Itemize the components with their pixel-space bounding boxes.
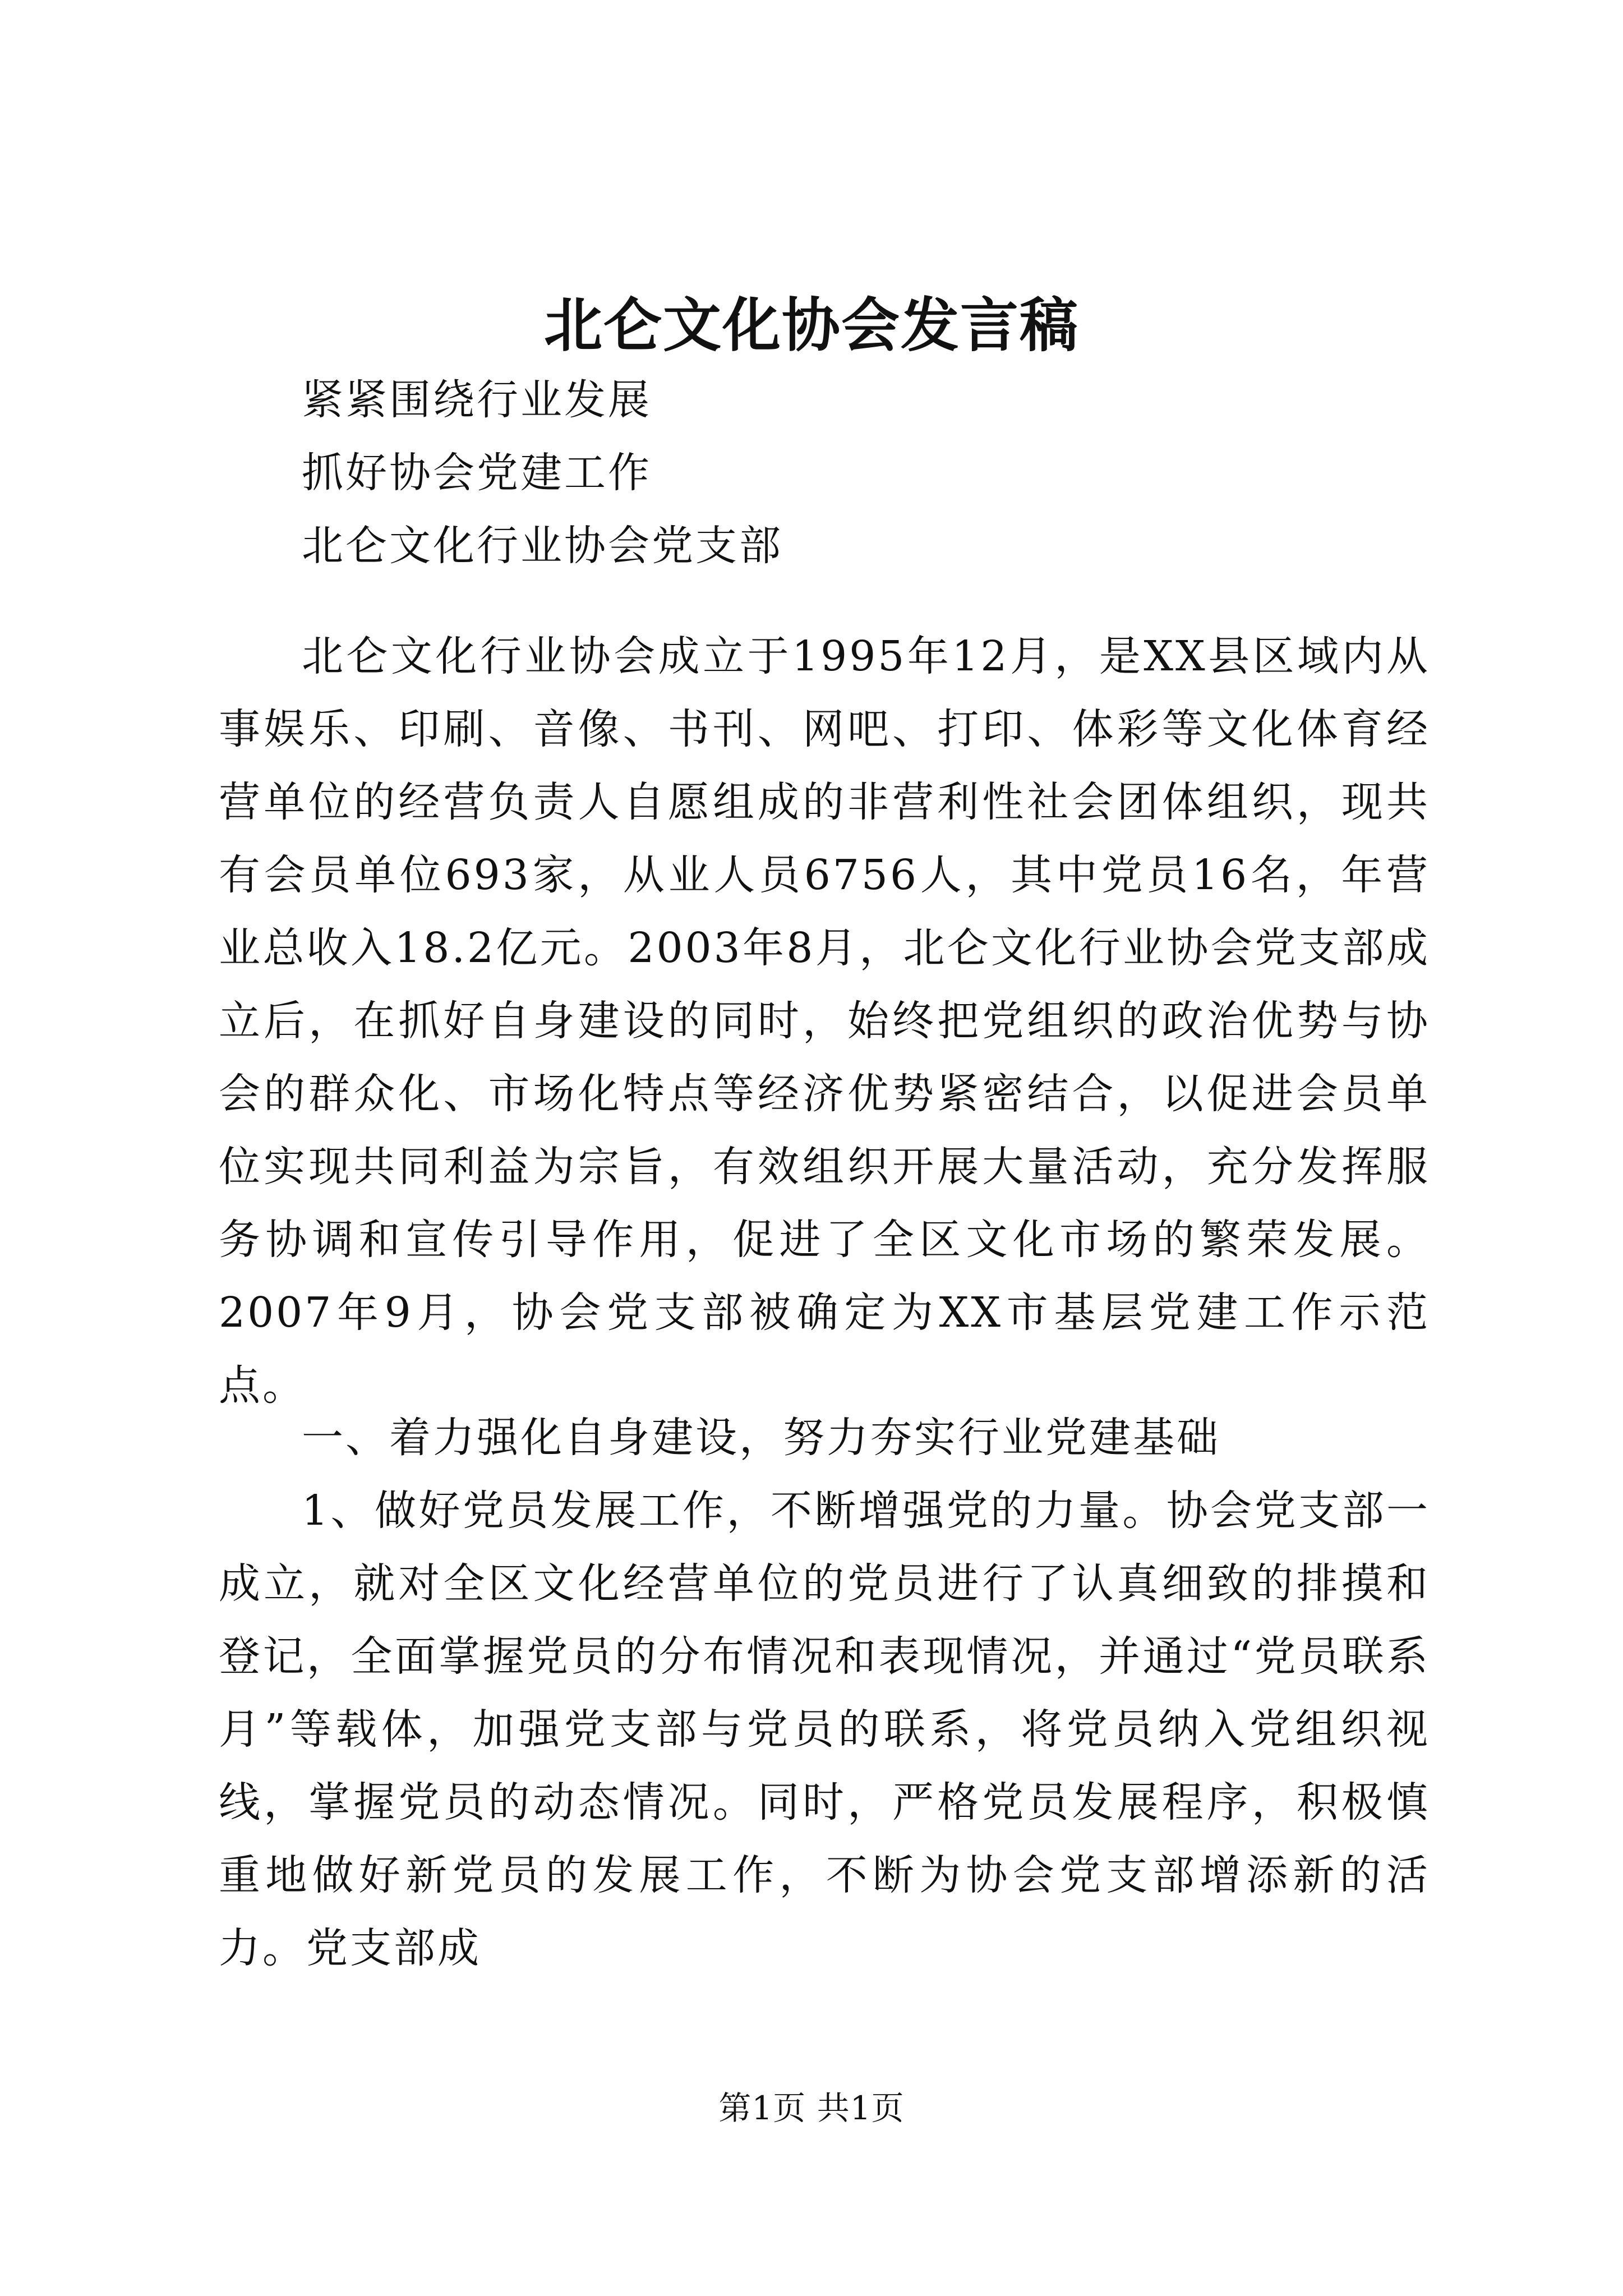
subtitle-line: 紧紧围绕行业发展	[302, 376, 652, 424]
subtitle-line: 北仑文化行业协会党支部	[302, 522, 783, 570]
page-footer: 第1页 共1页	[718, 2089, 905, 2127]
section-heading: 一、着力强化自身建设，努力夯实行业党建基础	[302, 1414, 1220, 1462]
section-paragraph: 1、做好党员发展工作，不断增强党的力量。协会党支部一成立，就对全区文化经营单位的党员进行了认真细致的排摸和登记，全面掌握党员的分布情况和表现情况，并通过“党员联系月”等载体，加强党支部与党员的联系，将党员纳入党组织视线，掌握党员的动态情况。同时，严格党员发展程序，积极慎重地做好新党员的发展工作，不断为协会党支部增添新的活力。党支部成	[219, 1487, 1430, 1972]
subtitle-block	[219, 364, 1430, 582]
subtitle-line: 抓好协会党建工作	[302, 449, 652, 497]
document-title: 北仑文化协会发言稿	[543, 291, 1079, 360]
body-paragraph: 北仑文化行业协会成立于1995年12月，是XX县区域内从事娱乐、印刷、音像、书刊、网吧、打印、体彩等文化体育经营单位的经营负责人自愿组成的非营利性社会团体组织，现共有会员单位693家，从业人员6756人，其中党员16名，年营业总收入18.2亿元。2003年8月，北仑文化行业协会党支部成立后，在抓好自身建设的同时，始终把党组织的政治优势与协会的群众化、市场化特点等经济优势紧密结合，以促进会员单位实现共同利益为宗旨，有效组织开展大量活动，充分发挥服务协调和宣传引导作用，促进了全区文化市场的繁荣发展。2007年9月，协会党支部被确定为XX市基层党建工作示范点。	[219, 632, 1430, 1410]
section-block	[219, 1401, 1430, 1985]
body-block	[219, 620, 1430, 1422]
